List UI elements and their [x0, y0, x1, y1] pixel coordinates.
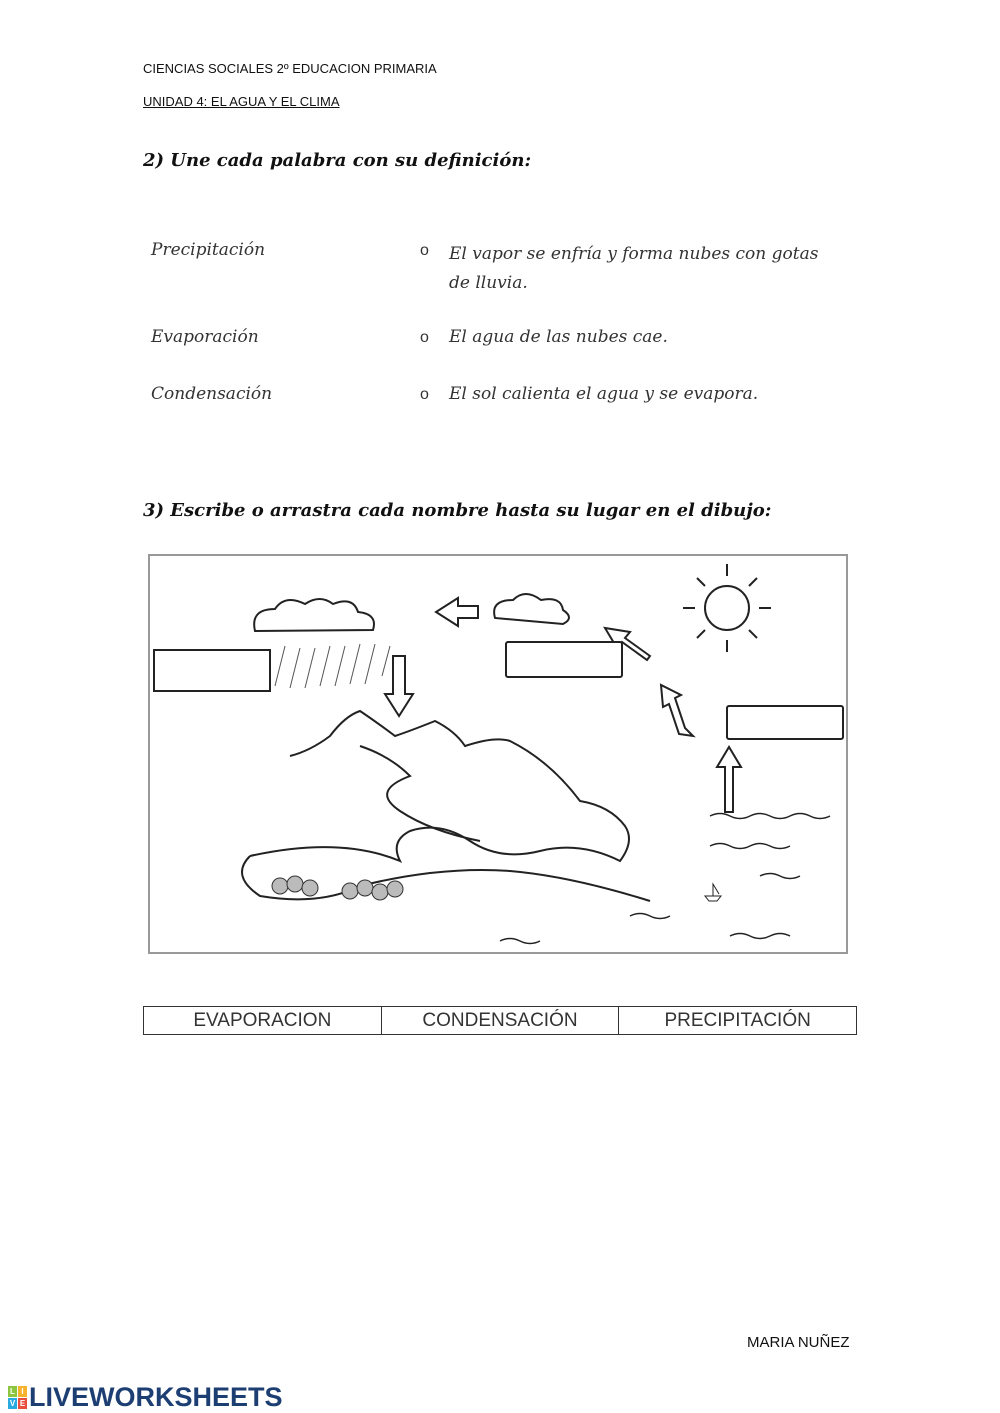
- waves: [500, 814, 830, 944]
- trees: [272, 876, 403, 900]
- logo-letter: E: [19, 1399, 26, 1408]
- word-condensacion[interactable]: Condensación: [151, 384, 273, 404]
- definition-1[interactable]: El vapor se enfría y forma nubes con gotas de lluvia.: [449, 244, 819, 293]
- arrow-left-icon: [436, 598, 478, 626]
- exercise-3-title: 3) Escribe o arrastra cada nombre hasta su lugar en el dibujo:: [143, 500, 772, 521]
- arrow-up-sea-icon: [717, 747, 741, 812]
- bullet-2[interactable]: o: [420, 329, 429, 346]
- rain-cloud-icon: [254, 599, 374, 631]
- word-bank-condensacion[interactable]: CONDENSACIÓN: [381, 1007, 619, 1035]
- logo-text: LIVEWORKSHEETS: [29, 1382, 283, 1412]
- logo-icon: [8, 1386, 27, 1409]
- small-cloud-icon: [494, 594, 569, 624]
- author-name: MARIA NUÑEZ: [747, 1334, 850, 1351]
- boat-icon: [705, 884, 721, 901]
- answer-box-precipitation[interactable]: [153, 649, 271, 692]
- definition-2[interactable]: El agua de las nubes cae.: [449, 327, 668, 347]
- logo-letter: L: [8, 1386, 17, 1397]
- logo-letter: I: [18, 1386, 27, 1397]
- bullet-1[interactable]: o: [420, 242, 429, 259]
- word-evaporacion[interactable]: Evaporación: [151, 327, 259, 347]
- rain-lines: [275, 644, 390, 688]
- answer-box-condensation[interactable]: [505, 641, 623, 678]
- word-bank-evaporacion[interactable]: EVAPORACION: [144, 1007, 382, 1035]
- exercise-2-title: 2) Une cada palabra con su definición:: [143, 150, 532, 171]
- mountains-land: [250, 711, 629, 861]
- liveworksheets-logo[interactable]: [8, 1382, 283, 1413]
- word-precipitacion[interactable]: Precipitación: [151, 240, 266, 260]
- arrow-down-icon: [385, 656, 413, 716]
- answer-box-evaporation[interactable]: [726, 705, 844, 740]
- word-bank: [143, 1006, 857, 1035]
- logo-letter: V: [9, 1399, 16, 1408]
- subject-header: CIENCIAS SOCIALES 2º EDUCACION PRIMARIA: [143, 61, 437, 76]
- unit-header: UNIDAD 4: EL AGUA Y EL CLIMA: [143, 94, 340, 109]
- word-bank-precipitacion[interactable]: PRECIPITACIÓN: [619, 1007, 857, 1035]
- water-cycle-diagram: [148, 554, 848, 954]
- water-cycle-drawing: [150, 556, 846, 952]
- river: [360, 746, 480, 841]
- definition-3[interactable]: El sol calienta el agua y se evapora.: [449, 384, 759, 404]
- shore: [242, 856, 650, 901]
- sun-icon: [683, 564, 771, 652]
- arrow-up-icon: [661, 685, 693, 736]
- bullet-3[interactable]: o: [420, 386, 429, 403]
